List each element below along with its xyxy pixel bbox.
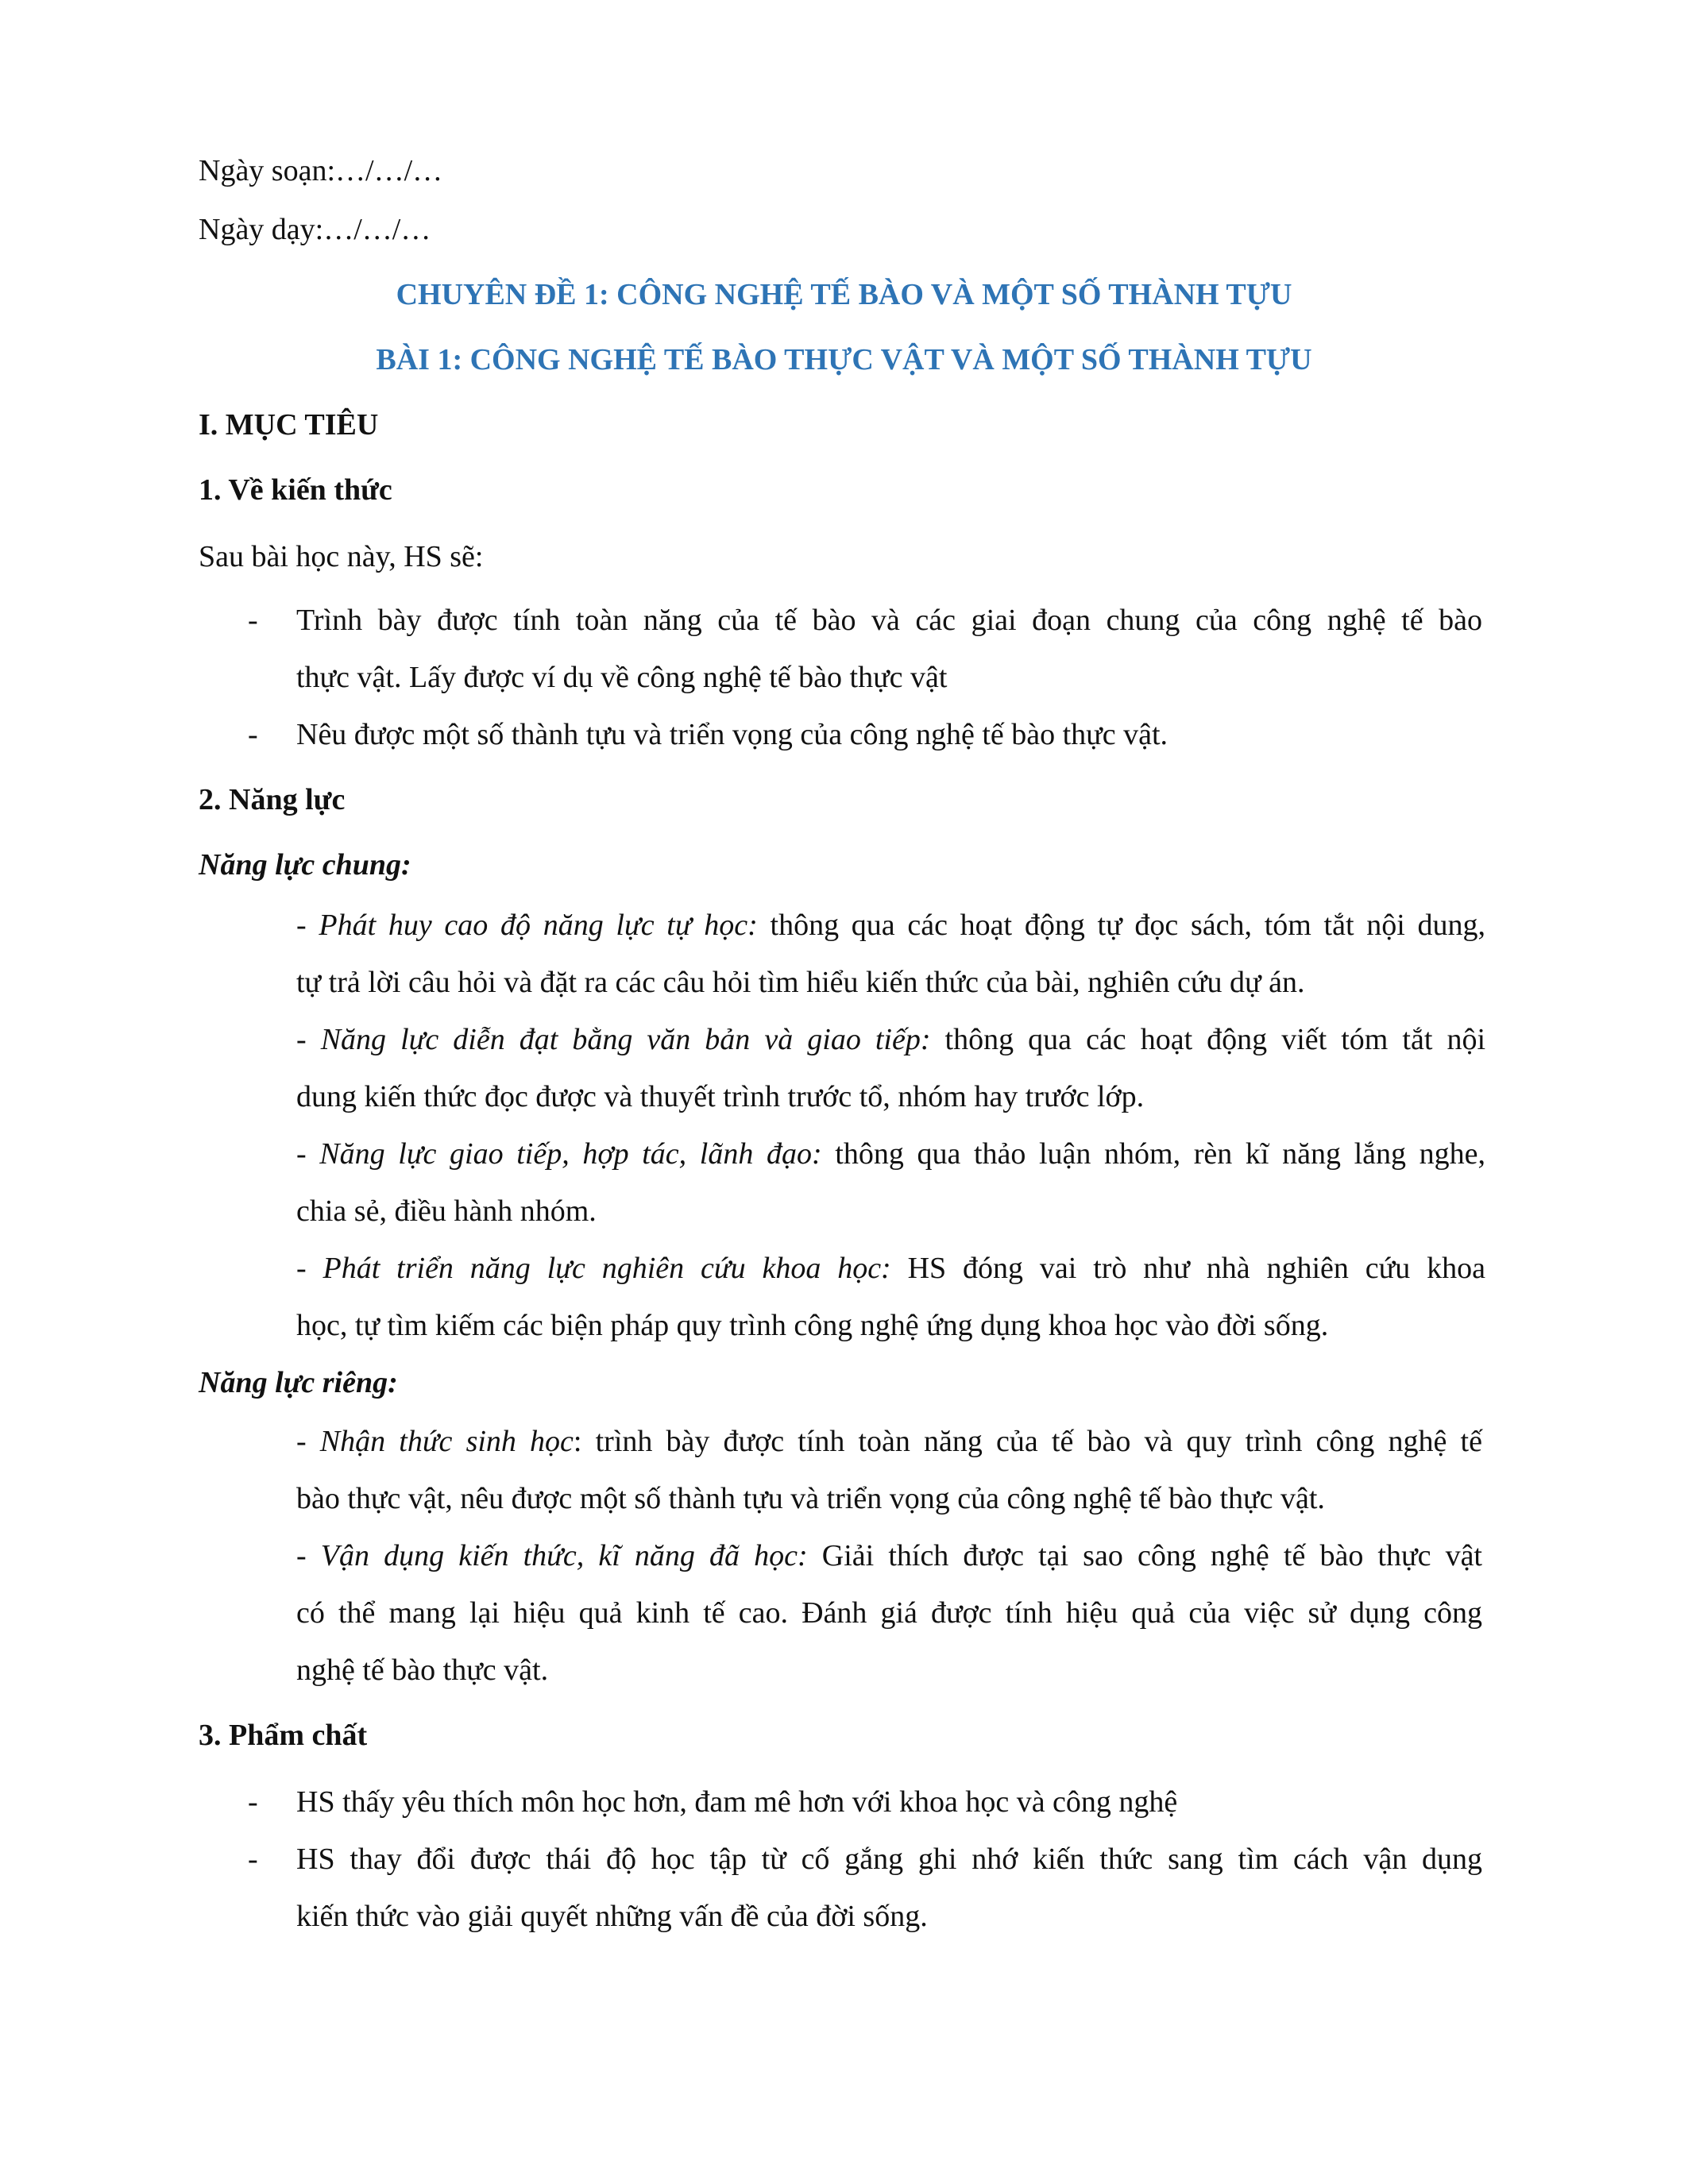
general-item-2-line-1 <box>296 1024 1485 1055</box>
section-heading-muc-tieu: I. MỤC TIÊU <box>199 408 379 442</box>
specific-item-1-line-2: bào thực vật, nêu được một số thành tựu và triển vọng của công nghệ tế bào thực vật. <box>296 1482 1325 1515</box>
quality-item-2-line-2: kiến thức vào giải quyết những vấn đề của đời sống. <box>296 1900 928 1933</box>
subheading-kien-thuc: 1. Về kiến thức <box>199 473 392 507</box>
bullet-dash: - <box>248 1843 258 1876</box>
general-item-3-line-1 <box>296 1139 1485 1169</box>
general-item-2-label: - Năng lực diễn đạt bằng văn bản và giao tiếp: <box>296 1023 931 1056</box>
bullet-dash: - <box>248 1785 258 1819</box>
ngay-day-line: Ngày dạy:…/…/… <box>199 213 431 246</box>
general-item-4-label: - Phát triển năng lực nghiên cứu khoa học: <box>296 1252 891 1285</box>
general-item-1-line-1 <box>296 910 1485 940</box>
general-item-4-line-2: học, tự tìm kiếm các biện pháp quy trình công nghệ ứng dụng khoa học vào đời sống. <box>296 1309 1329 1342</box>
general-item-3-label: - Năng lực giao tiếp, hợp tác, lãnh đạo: <box>296 1137 822 1171</box>
ngay-soan-line: Ngày soạn:…/…/… <box>199 154 443 187</box>
general-item-1-text: thông qua các hoạt động tự đọc sách, tóm tắt nội dung, <box>757 909 1486 942</box>
lesson-title: BÀI 1: CÔNG NGHỆ TẾ BÀO THỰC VẬT VÀ MỘT SỐ THÀNH TỰU <box>376 343 1312 376</box>
knowledge-intro: Sau bài học này, HS sẽ: <box>199 540 484 573</box>
general-item-2-line-2: dung kiến thức đọc được và thuyết trình trước tổ, nhóm hay trước lớp. <box>296 1080 1145 1113</box>
general-item-3-text: thông qua thảo luận nhóm, rèn kĩ năng lắng nghe, <box>821 1137 1485 1171</box>
subheading-nang-luc: 2. Năng lực <box>199 783 346 816</box>
specific-competence-heading: Năng lực riêng: <box>199 1366 398 1399</box>
specific-item-2-line-2: có thể mang lại hiệu quả kinh tế cao. Đánh giá được tính hiệu quả của việc sử dụng công <box>296 1596 1482 1630</box>
subheading-pham-chat: 3. Phẩm chất <box>199 1719 368 1752</box>
specific-item-2-line-1 <box>296 1541 1482 1571</box>
knowledge-item-1-line-1: Trình bày được tính toàn năng của tế bào và các giai đoạn chung của công nghệ tế bào <box>296 604 1482 637</box>
general-item-2-text: thông qua các hoạt động viết tóm tắt nội <box>930 1023 1485 1056</box>
specific-item-1-label: - Nhận thức sinh học <box>296 1425 574 1458</box>
specific-item-2-label: - Vận dụng kiến thức, kĩ năng đã học: <box>296 1539 808 1572</box>
specific-item-2-text: Giải thích được tại sao công nghệ tế bào thực vật <box>807 1539 1482 1572</box>
specific-item-2-line-3: nghệ tế bào thực vật. <box>296 1653 549 1687</box>
general-competence-heading: Năng lực chung: <box>199 848 411 882</box>
quality-item-1-line-1: HS thấy yêu thích môn học hơn, đam mê hơn với khoa học và công nghệ <box>296 1785 1178 1819</box>
general-item-1-line-2: tự trả lời câu hỏi và đặt ra các câu hỏi tìm hiểu kiến thức của bài, nghiên cứu dự án. <box>296 966 1305 999</box>
general-item-4-line-1 <box>296 1253 1485 1283</box>
general-item-3-line-2: chia sẻ, điều hành nhóm. <box>296 1194 597 1228</box>
general-item-4-text: HS đóng vai trò như nhà nghiên cứu khoa <box>890 1252 1485 1285</box>
bullet-dash: - <box>248 604 258 637</box>
general-item-1-label: - Phát huy cao độ năng lực tự học: <box>296 909 758 942</box>
quality-item-2-line-1: HS thay đổi được thái độ học tập từ cố gắng ghi nhớ kiến thức sang tìm cách vận dụng <box>296 1843 1482 1876</box>
knowledge-item-2-line-1: Nêu được một số thành tựu và triển vọng của công nghệ tế bào thực vật. <box>296 718 1168 751</box>
topic-title: CHUYÊN ĐỀ 1: CÔNG NGHỆ TẾ BÀO VÀ MỘT SỐ THÀNH TỰU <box>396 278 1292 311</box>
specific-item-1-line-1 <box>296 1426 1482 1457</box>
specific-item-1-text: : trình bày được tính toàn năng của tế bào và quy trình công nghệ tế <box>573 1425 1482 1458</box>
knowledge-item-1-line-2: thực vật. Lấy được ví dụ về công nghệ tế bào thực vật <box>296 661 948 694</box>
bullet-dash: - <box>248 718 258 751</box>
